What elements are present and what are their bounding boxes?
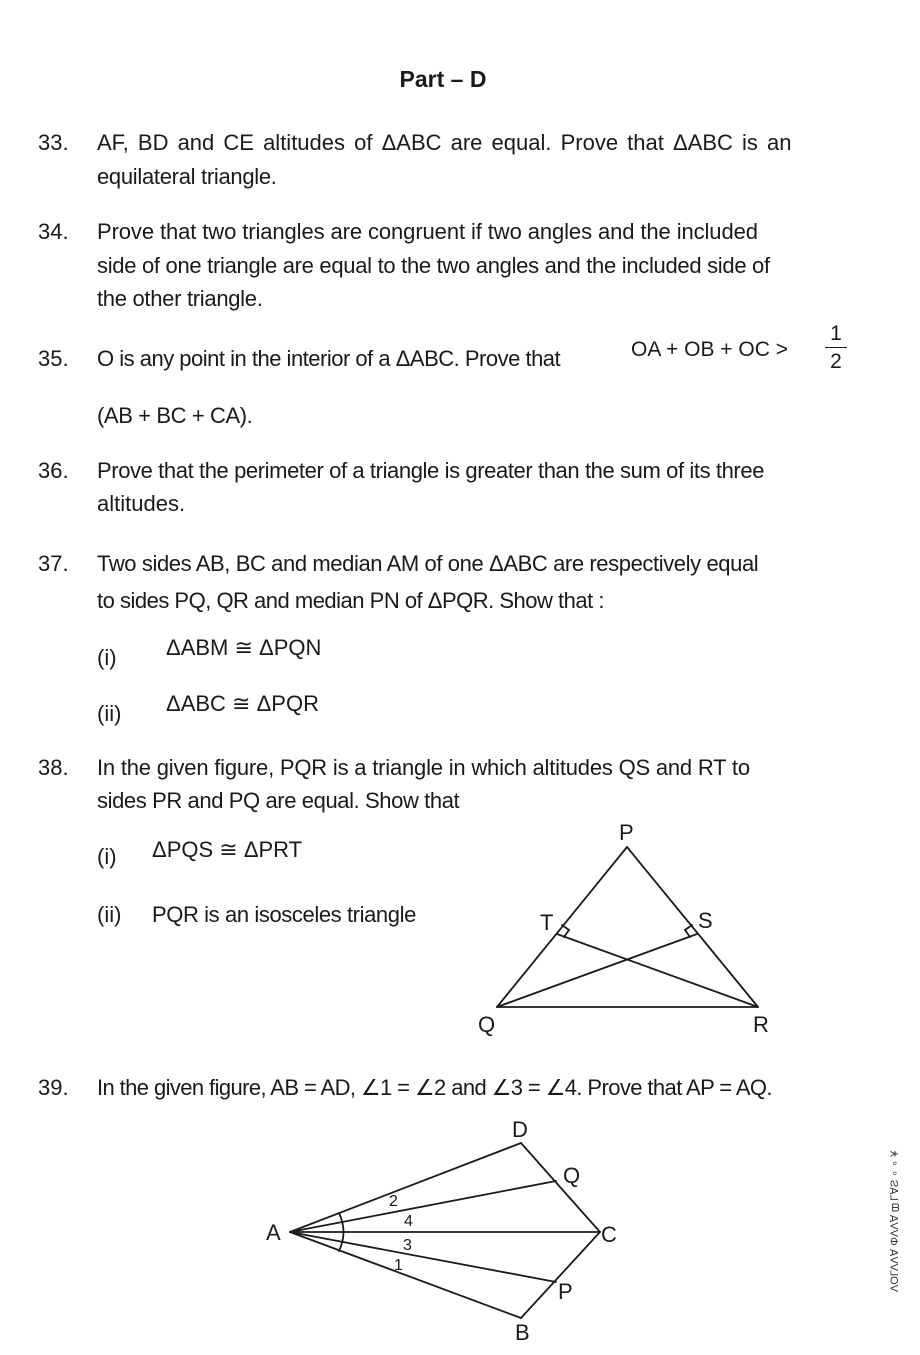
- vertex-label-b: B: [515, 1320, 530, 1345]
- inequality-expression: OA + OB + OC >: [631, 338, 788, 361]
- margin-watermark-text: ΛOΓΛΛ∀ ΦΛΛ∀ ᗺΓ∀Ƨ ∘ ∘ ¥: [889, 1150, 901, 1292]
- vertex-label-d: D: [512, 1117, 528, 1142]
- vertex-label-p: P: [619, 820, 634, 845]
- side-dc: [521, 1143, 600, 1232]
- question-number: 35.: [38, 346, 69, 371]
- question-number: 36.: [38, 458, 69, 483]
- point-label-s: S: [698, 908, 713, 933]
- question-text: sides PR and PQ are equal. Show that: [97, 788, 460, 813]
- part-label: (i): [97, 844, 117, 869]
- question-number: 34.: [38, 219, 69, 244]
- question-number: 38.: [38, 755, 69, 780]
- question-text: Prove that two triangles are congruent if two angles and the included: [97, 219, 758, 244]
- part-label: (ii): [97, 701, 122, 726]
- fraction-one-half: [825, 322, 847, 374]
- part-label: (i): [97, 645, 117, 670]
- question-number: 33.: [38, 130, 69, 155]
- angle-label-4: 4: [404, 1213, 413, 1230]
- side-bc: [521, 1232, 600, 1318]
- part-text: PQR is an isosceles triangle: [152, 902, 416, 927]
- part-label: (ii): [97, 902, 122, 927]
- triangle-pqr-figure: [470, 810, 790, 1040]
- question-text: AF, BD and CE altitudes of ΔABC are equal. Prove that ΔABC is an: [97, 130, 792, 155]
- fraction-numerator: 1: [830, 322, 842, 345]
- vertex-label-r: R: [753, 1012, 769, 1037]
- quadrilateral-abcd-figure: [255, 1110, 635, 1355]
- question-text: altitudes.: [97, 491, 186, 516]
- point-label-t: T: [540, 910, 554, 935]
- right-angle-mark-t: [562, 925, 569, 937]
- point-label-q: Q: [563, 1163, 581, 1188]
- question-text: In the given figure, AB = AD, ∠1 = ∠2 and ∠3 = ∠4. Prove that AP = AQ.: [97, 1075, 772, 1100]
- vertex-label-q: Q: [478, 1012, 496, 1037]
- segment-aq: [290, 1181, 556, 1232]
- vertex-label-a: A: [266, 1220, 281, 1245]
- fraction-denominator: 2: [830, 350, 842, 373]
- vertex-label-c: C: [601, 1222, 617, 1247]
- question-number: 39.: [38, 1075, 69, 1100]
- segment-ap: [290, 1232, 556, 1282]
- question-text: Prove that the perimeter of a triangle is greater than the sum of its three: [97, 458, 765, 483]
- question-text: side of one triangle are equal to the two angles and the included side of: [97, 253, 770, 278]
- part-text: ΔPQS ≅ ΔPRT: [152, 837, 303, 862]
- part-text: ΔABC ≅ ΔPQR: [166, 691, 319, 716]
- question-text: Two sides AB, BC and median AM of one ΔABC are respectively equal: [97, 551, 759, 576]
- angle-label-1: 1: [394, 1257, 403, 1274]
- question-text: to sides PQ, QR and median PN of ΔPQR. Show that :: [97, 588, 604, 613]
- angle-label-3: 3: [403, 1237, 412, 1254]
- question-text: O is any point in the interior of a ΔABC. Prove that: [97, 346, 561, 371]
- question-text: In the given figure, PQR is a triangle in which altitudes QS and RT to: [97, 755, 750, 780]
- right-angle-mark-s: [685, 925, 692, 937]
- page-title: Part – D: [399, 66, 487, 92]
- fraction-bar: [825, 347, 847, 348]
- point-label-p: P: [558, 1279, 573, 1304]
- part-text: ΔABM ≅ ΔPQN: [166, 635, 322, 660]
- question-text: equilateral triangle.: [97, 164, 277, 189]
- question-text: the other triangle.: [97, 286, 263, 311]
- angle-label-2: 2: [389, 1193, 398, 1210]
- question-number: 37.: [38, 551, 69, 576]
- question-text: (AB + BC + CA).: [97, 403, 253, 428]
